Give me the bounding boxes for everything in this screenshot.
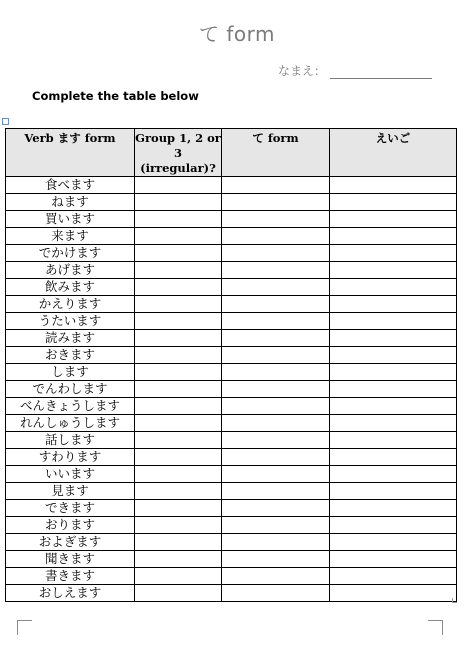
verb-cell: 見ます	[6, 483, 135, 500]
table-row	[6, 194, 457, 211]
english-answer-cell[interactable]	[330, 466, 457, 483]
table-row	[6, 296, 457, 313]
group-answer-cell[interactable]	[135, 398, 222, 415]
group-answer-cell[interactable]	[135, 381, 222, 398]
group-answer-cell[interactable]	[135, 313, 222, 330]
instruction-text: Complete the table below	[32, 89, 199, 103]
verb-cell: あげます	[6, 262, 135, 279]
te-form-answer-cell[interactable]	[222, 381, 330, 398]
group-answer-cell[interactable]	[135, 449, 222, 466]
te-form-answer-cell[interactable]	[222, 415, 330, 432]
header-english: えいご	[330, 129, 457, 177]
group-answer-cell[interactable]	[135, 296, 222, 313]
group-answer-cell[interactable]	[135, 534, 222, 551]
table-row	[6, 279, 457, 296]
english-answer-cell[interactable]	[330, 262, 457, 279]
verb-cell: すわります	[6, 449, 135, 466]
table-row	[6, 500, 457, 517]
verb-cell: できます	[6, 500, 135, 517]
group-answer-cell[interactable]	[135, 466, 222, 483]
te-form-answer-cell[interactable]	[222, 449, 330, 466]
te-form-answer-cell[interactable]	[222, 296, 330, 313]
page-margin-corner-right	[428, 620, 443, 635]
te-form-answer-cell[interactable]	[222, 432, 330, 449]
verb-cell: 買います	[6, 211, 135, 228]
english-answer-cell[interactable]	[330, 211, 457, 228]
worksheet-title: て form	[199, 22, 275, 46]
page-margin-corner-left	[17, 620, 32, 635]
te-form-answer-cell[interactable]	[222, 568, 330, 585]
te-form-answer-cell[interactable]	[222, 228, 330, 245]
name-field-row	[278, 62, 432, 79]
english-answer-cell[interactable]	[330, 517, 457, 534]
group-answer-cell[interactable]	[135, 177, 222, 194]
group-answer-cell[interactable]	[135, 568, 222, 585]
verb-cell: うたいます	[6, 313, 135, 330]
te-form-answer-cell[interactable]	[222, 551, 330, 568]
table-row	[6, 364, 457, 381]
header-verb-masu-form: Verb ます form	[6, 129, 135, 177]
english-answer-cell[interactable]	[330, 364, 457, 381]
verb-cell: 書きます	[6, 568, 135, 585]
group-answer-cell[interactable]	[135, 228, 222, 245]
page-corner-mark	[452, 598, 457, 603]
te-form-answer-cell[interactable]	[222, 500, 330, 517]
te-form-answer-cell[interactable]	[222, 534, 330, 551]
te-form-answer-cell[interactable]	[222, 347, 330, 364]
table-row	[6, 449, 457, 466]
english-answer-cell[interactable]	[330, 415, 457, 432]
verb-cell: 来ます	[6, 228, 135, 245]
te-form-answer-cell[interactable]	[222, 211, 330, 228]
english-answer-cell[interactable]	[330, 245, 457, 262]
te-form-answer-cell[interactable]	[222, 364, 330, 381]
english-answer-cell[interactable]	[330, 347, 457, 364]
table-row	[6, 381, 457, 398]
group-answer-cell[interactable]	[135, 585, 222, 602]
te-form-answer-cell[interactable]	[222, 585, 330, 602]
english-answer-cell[interactable]	[330, 551, 457, 568]
english-answer-cell[interactable]	[330, 398, 457, 415]
table-row	[6, 551, 457, 568]
group-answer-cell[interactable]	[135, 245, 222, 262]
english-answer-cell[interactable]	[330, 585, 457, 602]
verb-cell: おります	[6, 517, 135, 534]
english-answer-cell[interactable]	[330, 228, 457, 245]
table-body	[6, 177, 457, 602]
table-header-row	[6, 129, 457, 177]
te-form-answer-cell[interactable]	[222, 398, 330, 415]
english-answer-cell[interactable]	[330, 194, 457, 211]
group-answer-cell[interactable]	[135, 483, 222, 500]
verb-cell: 読みます	[6, 330, 135, 347]
english-answer-cell[interactable]	[330, 449, 457, 466]
te-form-answer-cell[interactable]	[222, 517, 330, 534]
table-row	[6, 211, 457, 228]
te-form-answer-cell[interactable]	[222, 313, 330, 330]
table-row	[6, 517, 457, 534]
table-row	[6, 228, 457, 245]
verb-cell: 飲みます	[6, 279, 135, 296]
verb-cell: 聞きます	[6, 551, 135, 568]
group-answer-cell[interactable]	[135, 415, 222, 432]
te-form-answer-cell[interactable]	[222, 483, 330, 500]
header-te-form: て form	[222, 129, 330, 177]
name-label: なまえ：	[278, 64, 327, 78]
group-answer-cell[interactable]	[135, 347, 222, 364]
table-row	[6, 534, 457, 551]
verb-cell: でかけます	[6, 245, 135, 262]
english-answer-cell[interactable]	[330, 381, 457, 398]
english-answer-cell[interactable]	[330, 500, 457, 517]
verb-cell: およぎます	[6, 534, 135, 551]
verb-cell: おしえます	[6, 585, 135, 602]
table-anchor-icon	[2, 118, 9, 125]
te-form-answer-cell[interactable]	[222, 279, 330, 296]
group-answer-cell[interactable]	[135, 551, 222, 568]
group-answer-cell[interactable]	[135, 330, 222, 347]
table-row	[6, 330, 457, 347]
verb-cell: れんしゅうします	[6, 415, 135, 432]
table-row	[6, 245, 457, 262]
english-answer-cell[interactable]	[330, 313, 457, 330]
te-form-answer-cell[interactable]	[222, 177, 330, 194]
group-answer-cell[interactable]	[135, 194, 222, 211]
verb-cell: べんきょうします	[6, 398, 135, 415]
english-answer-cell[interactable]	[330, 330, 457, 347]
table-row	[6, 262, 457, 279]
table-row	[6, 347, 457, 364]
group-answer-cell[interactable]	[135, 517, 222, 534]
table-row	[6, 313, 457, 330]
te-form-answer-cell[interactable]	[222, 466, 330, 483]
group-answer-cell[interactable]	[135, 500, 222, 517]
te-form-answer-cell[interactable]	[222, 262, 330, 279]
table-row	[6, 415, 457, 432]
table-row	[6, 483, 457, 500]
english-answer-cell[interactable]	[330, 534, 457, 551]
group-answer-cell[interactable]	[135, 279, 222, 296]
group-answer-cell[interactable]	[135, 364, 222, 381]
te-form-answer-cell[interactable]	[222, 330, 330, 347]
te-form-answer-cell[interactable]	[222, 194, 330, 211]
verb-conjugation-table	[5, 128, 457, 602]
table-row	[6, 568, 457, 585]
verb-cell: かえります	[6, 296, 135, 313]
verb-cell: おきます	[6, 347, 135, 364]
english-answer-cell[interactable]	[330, 177, 457, 194]
group-answer-cell[interactable]	[135, 262, 222, 279]
verb-cell: します	[6, 364, 135, 381]
verb-cell: 話します	[6, 432, 135, 449]
verb-cell: いいます	[6, 466, 135, 483]
table-row	[6, 398, 457, 415]
verb-cell: でんわします	[6, 381, 135, 398]
te-form-answer-cell[interactable]	[222, 245, 330, 262]
english-answer-cell[interactable]	[330, 296, 457, 313]
name-blank-line[interactable]	[330, 66, 432, 79]
group-answer-cell[interactable]	[135, 211, 222, 228]
english-answer-cell[interactable]	[330, 568, 457, 585]
table-row	[6, 177, 457, 194]
verb-cell: 食べます	[6, 177, 135, 194]
group-answer-cell[interactable]	[135, 432, 222, 449]
table-row	[6, 432, 457, 449]
table-row	[6, 466, 457, 483]
header-group: Group 1, 2 or 3 (irregular)?	[135, 129, 222, 177]
verb-cell: ねます	[6, 194, 135, 211]
english-answer-cell[interactable]	[330, 279, 457, 296]
table-row	[6, 585, 457, 602]
english-answer-cell[interactable]	[330, 483, 457, 500]
english-answer-cell[interactable]	[330, 432, 457, 449]
